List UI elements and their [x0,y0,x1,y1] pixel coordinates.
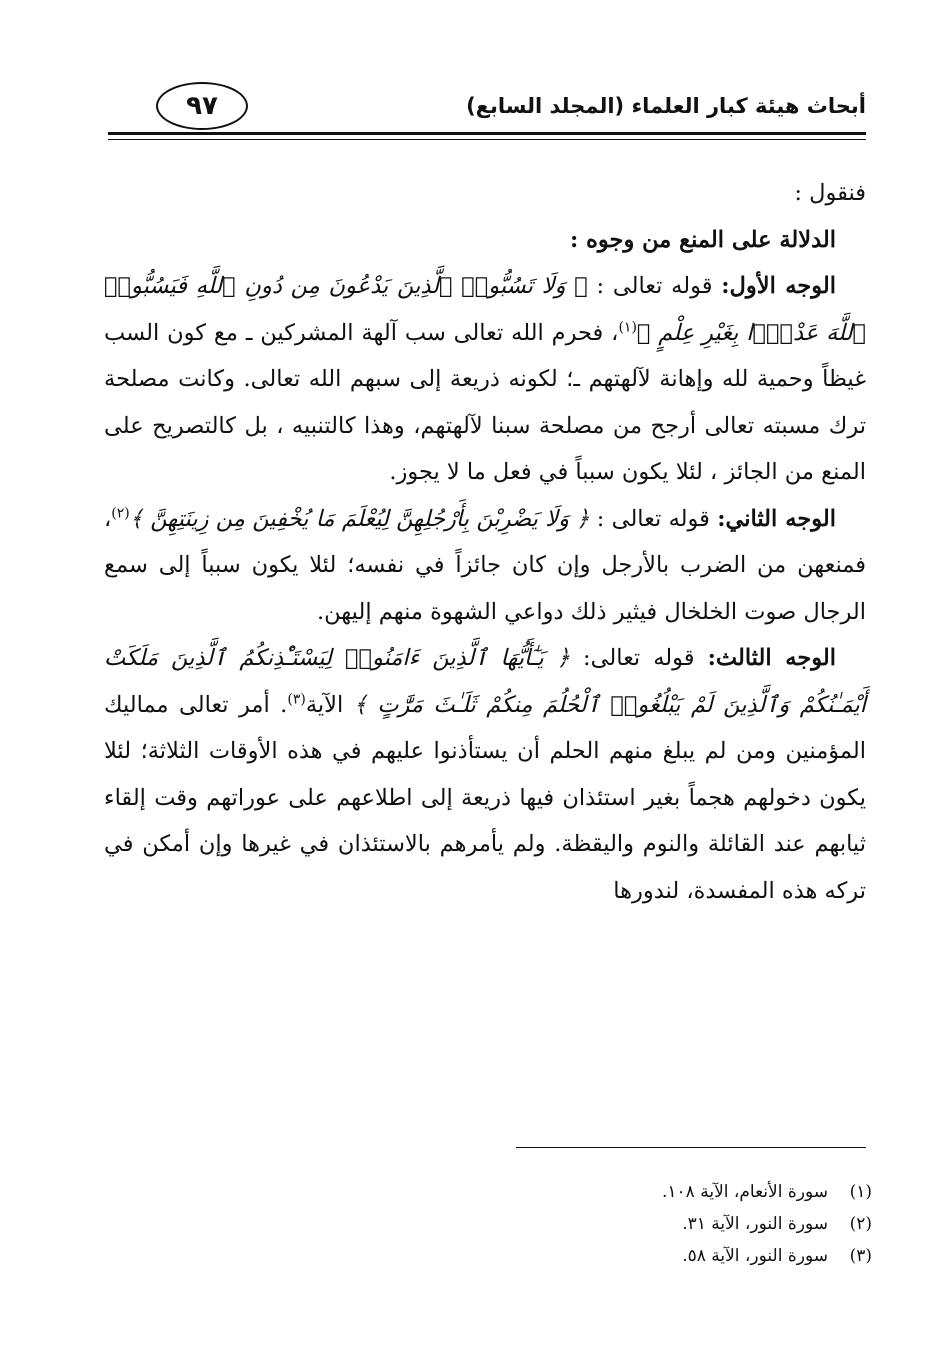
paragraph-aspect-3 [104,635,866,914]
paragraph-aspect-1 [104,263,866,496]
quran-verse-2: ﴿ وَلَا يَضْرِبْنَ بِأَرْجُلِهِنَّ لِيُعْلَمَ مَا يُخْفِينَ مِن زِينَتِهِنَّ ﴾ [129,505,590,532]
page-header [108,78,866,146]
footnote-number: (١) [849,1182,872,1202]
aspect-3-ayah-word: الآية [305,691,354,718]
footnote-number: (٢) [849,1214,872,1234]
aspect-3-label: الوجه الثالث: [707,645,836,671]
footnote-2 [460,1208,872,1240]
header-rule-thick [108,132,866,135]
header-rule-thin [108,139,866,140]
body-text [104,170,866,914]
footnote-text: سورة الأنعام، الآية ١٠٨. [662,1182,828,1202]
aspect-1-label: الوجه الأول: [721,273,836,299]
footnote-3 [460,1240,872,1272]
quran-verse-3: ﴿ يَـٰٓأَيُّهَا ٱلَّذِينَ ءَامَنُوا۟ لِيَسْتَـْٔذِنكُمُ ٱلَّذِينَ مَلَكَتْ أَيْمَـٰنُكُمْ وَٱلَّذِينَ لَمْ يَبْلُغُوا۟ ٱلْحُلُمَ مِنكُمْ ثَلَـٰثَ مَرَّٰتٍ ﴾ [104,645,866,718]
footnote-text: سورة النور، الآية ٥٨. [682,1246,828,1266]
aspect-2-intro: قوله تعالى : [589,505,718,532]
running-title: أبحاث هيئة كبار العلماء (المجلد السابع) [466,94,866,118]
aspect-3-text: . أمر تعالى مماليك المؤمنين ومن لم يبلغ منهم الحلم أن يستأذنوا عليهم في هذه الأوقات الثلاثة؛ لئلا يكون دخولهم هجماً بغير استئذان فيها ذريعة إلى اطلاعهم على عوراتهم وقت إلقاء ثيابهم عند القائلة والنوم واليقظة. ولم يأمرهم بالاستئذان في غيرها وإن أمكن في تركه هذه المفسدة، لندورها [104,691,866,904]
aspect-2-text: ، فمنعهن من الضرب بالأرجل وإن كان جائزاً في نفسه؛ لئلا يكون سبباً إلى سمع الرجال صوت الخلخال فيثير ذلك دواعي الشهوة منهم إليهن. [104,505,866,625]
aspect-1-text: ، فحرم الله تعالى سب آلهة المشركين ـ مع كون السب غيظاً وحمية لله وإهانة لآلهتهم ـ؛ لكونه ذريعة إلى سبهم الله تعالى. وكانت مصلحة ترك مسبته تعالى أرجح من مصلحة سبنا لآلهتهم، وهذا كالتنبيه ، بل كالتصريح على المنع من الجائز ، لئلا يكون سبباً في فعل ما لا يجوز. [104,319,866,485]
paragraph-aspect-2 [104,496,866,636]
footnote-separator [516,1147,866,1148]
footnote-text: سورة النور، الآية ٣١. [682,1214,828,1234]
footnote-ref-3[interactable]: (٣) [287,691,306,707]
aspect-2-label: الوجه الثاني: [717,505,837,532]
aspect-1-intro: قوله تعالى : [587,273,722,299]
footnote-ref-2[interactable]: (٢) [111,505,130,521]
page-number-oval: ٩٧ [156,82,248,130]
aspect-3-intro: قوله تعالى: [569,645,708,671]
intro-line: فنقول : [794,180,866,206]
footnotes [460,1176,872,1272]
footnote-number: (٣) [849,1246,872,1266]
quran-verse-1: ﴿ وَلَا تَسُبُّوا۟ ٱلَّذِينَ يَدْعُونَ مِن دُونِ ٱللَّهِ فَيَسُبُّوا۟ ٱللَّهَ عَدْوًۢا بِغَيْرِ عِلْمٍ ﴾ [104,273,866,346]
footnote-ref-1[interactable]: (١) [618,319,637,335]
section-heading: الدلالة على المنع من وجوه : [569,226,836,253]
footnote-1 [460,1176,872,1208]
